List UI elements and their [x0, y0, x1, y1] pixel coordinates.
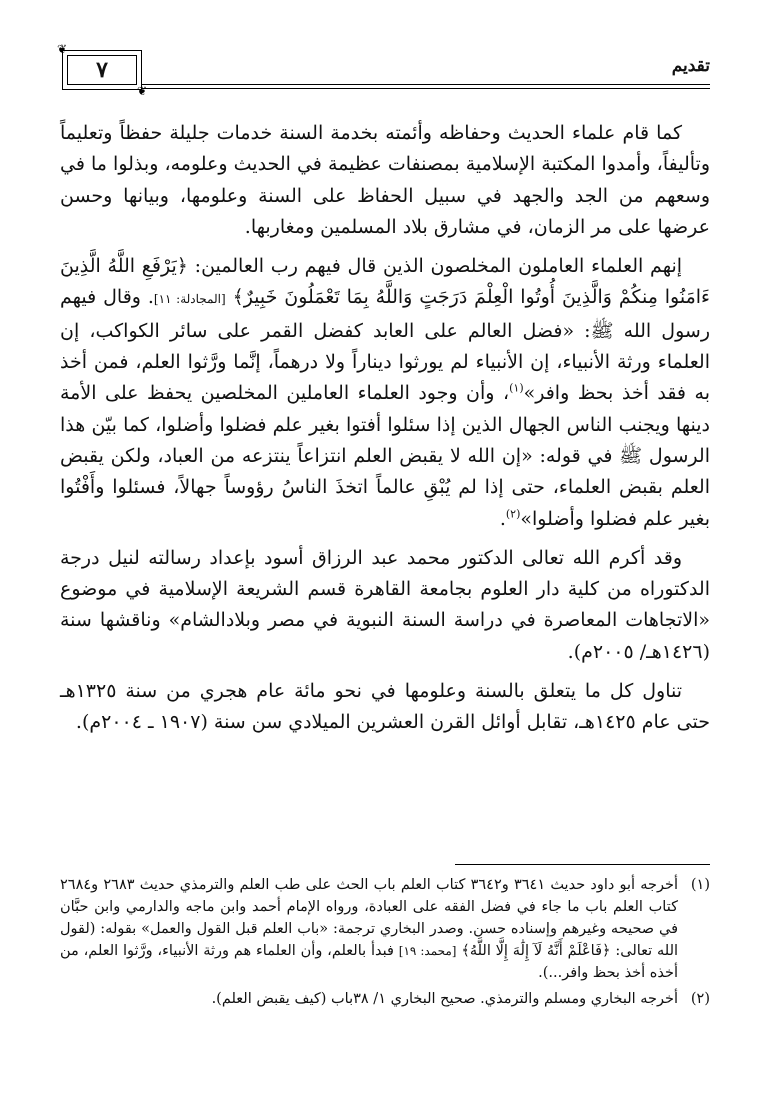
quran-verse: ﴿يَرْفَعِ اللَّهُ الَّذِينَ ءَامَنُوا مِنكُمْ وَالَّذِينَ أُوتُوا الْعِلْمَ دَرَجَتٍ وَاللَّهُ بِمَا تَعْمَلُونَ خَبِيرٌ﴾ [60, 255, 710, 309]
verse-reference: [محمد: ١٩] [398, 944, 457, 958]
floral-ornament-icon: ❦ [136, 84, 147, 98]
page-number: ٧ [96, 57, 108, 83]
paragraph: تناول كل ما يتعلق بالسنة وعلومها في نحو مائة عام هجري من سنة ١٣٢٥هـ حتى عام ١٤٢٥هـ، تقابل أوائل القرن العشرين الميلادي سن سنة (١٩٠٧ ـ ٢٠٠٤م). [60, 680, 710, 734]
verse-reference: [المجادلة: ١١] [153, 292, 226, 307]
paragraph-text: ، وأن وجود العلماء العاملين المخلصين يحفظ على الأمة دينها ويجنب الناس الجهال الذين إذا سئلوا أفتوا بغير علم فضلوا وأضلوا، كما بيّن هذا الرسول ﷺ في قوله: «إن الله لا يقبض العلم انتزاعاً ينتزعه من العباد، ولكن يقبض العلم بقبض العلماء، حتى إذا لم يُبْقِ عالماً اتخذَ الناسُ رؤوساً جهالاً، فسئلوا وأَفْتُوا بغير علم فضلوا وأضلوا» [60, 382, 710, 530]
header-rule [142, 84, 710, 85]
paragraph [60, 251, 710, 535]
paragraph-lead: إنهم العلماء العاملون المخلصون الذين قال فيهم رب العالمين: [194, 255, 683, 278]
page-number-box [57, 42, 147, 98]
footnote-text: فبدأ بالعلم، وأن العلماء هم ورثة الأنبياء، ورَّثوا العلم، من أخذه أخذ بحظ وافر...). [60, 943, 678, 981]
header-rule-thin [142, 88, 710, 89]
page-header [57, 42, 710, 98]
running-title: تقديم [671, 56, 710, 76]
footnote-number: (١) [690, 877, 710, 893]
footnote-marker[interactable]: (١) [509, 382, 524, 396]
quran-verse: ﴿فَاعْلَمْ أَنَّهُ لَآ إِلَٰهَ إِلَّا اللَّهُ﴾ [461, 943, 611, 959]
footnote-text: أخرجه أبو داود حديث ٣٦٤١ و٣٦٤٢ كتاب العلم باب الحث على طب العلم والترمذي حديث ٢٦٨٣ و٢٦٨٤ كتاب العلم باب ما جاء في فضل الفقه على العبادة، ورواه الإمام أحمد وابن ماجه والدارمي وابن حبَّان في صحيحه وغيرهم وإسناده حسن. وصدر البخاري ترجمة: «باب العلم قبل القول والعمل» بقوله: (لقول الله تعالى: [60, 877, 679, 959]
main-text [60, 118, 710, 747]
paragraph: وقد أكرم الله تعالى الدكتور محمد عبد الرزاق أسود بإعداد رسالته لنيل درجة الدكتوراه من كلية دار العلوم بجامعة القاهرة قسم الشريعة الإسلامية في موضوع «الاتجاهات المعاصرة في دراسة السنة النبوية في مصر وبلادالشام» وناقشها سنة (١٤٢٦هـ/ ٢٠٠٥م). [60, 546, 710, 663]
footnote-separator [455, 864, 710, 865]
paragraph-end: . [499, 507, 506, 530]
footnote [60, 874, 710, 984]
floral-ornament-icon: ❦ [57, 42, 68, 56]
footnote [60, 988, 710, 1010]
footnote-text: أخرجه البخاري ومسلم والترمذي. صحيح البخاري ١/ ٣٨باب (كيف يقبض العلم). [211, 991, 678, 1007]
paragraph: كما قام علماء الحديث وحفاظه وأئمته بخدمة السنة خدمات جليلة حفظاً وتعليماً وتأليفاً، وأمدوا المكتبة الإسلامية بمصنفات عظيمة في الحديث وعلومه، وبذلوا ما في وسعهم من الجد والجهد في سبيل الحفاظ على السنة وعلومها، وبيانها وحسن عرضها على مر الزمان، في مشارق بلاد المسلمين ومغاربها. [60, 122, 711, 238]
footnote-marker[interactable]: (٢) [505, 507, 521, 521]
paragraph-text: . وقال فيهم رسول الله ﷺ: «فضل العالم على العابد كفضل القمر على سائر الكواكب، إن العلماء ورثة الأنبياء، إن الأنبياء لم يورثوا ديناراً ولا درهماً، إنَّما ورَّثوا العلم، فمن أخذ به فقد أخذ بحظ وافر» [60, 286, 710, 405]
footnote-number: (٢) [690, 991, 710, 1007]
footnotes [60, 874, 710, 1014]
